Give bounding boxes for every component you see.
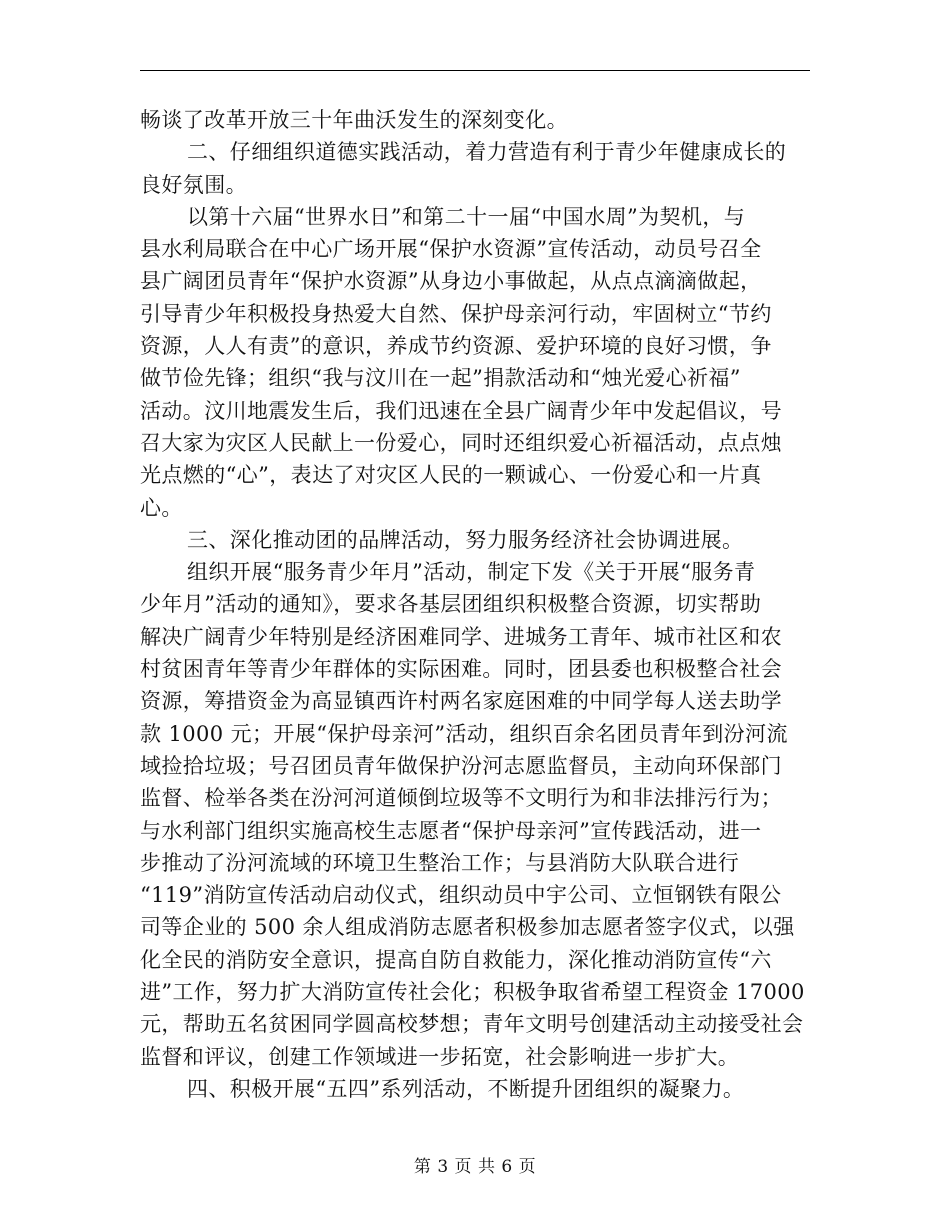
paragraph-line: 良好氛围。 (140, 172, 247, 197)
paragraph-line: 心。 (140, 495, 183, 520)
paragraph-line: 解决广阔青少年特别是经济困难同学、进城务工青年、城市社区和农 (140, 624, 782, 649)
paragraph-line: 监督和评议，创建工作领域进一步拓宽，社会影响进一步扩大。 (140, 1044, 740, 1069)
paragraph-line: 域捡拾垃圾；号召团员青年做保护汾河志愿监督员，主动向环保部门 (140, 753, 782, 778)
paragraph-line: 以第十六届“世界水日”和第二十一届“中国水周”为契机，与 (187, 204, 746, 229)
paragraph-line: 资源，人人有责”的意识，养成节约资源、爱护环境的良好习惯，争 (140, 334, 772, 359)
paragraph-line: 活动。汶川地震发生后，我们迅速在全县广阔青少年中发起倡议，号 (140, 398, 782, 423)
section-heading-3: 三、深化推动团的品牌活动，努力服务经济社会协调进展。 (187, 527, 744, 552)
paragraph-line: 款 1000 元；开展“保护母亲河”活动，组织百余名团员青年到汾河流 (140, 721, 788, 746)
paragraph-line: 化全民的消防安全意识，提高自防自救能力，深化推动消防宣传“六 (140, 947, 772, 972)
paragraph-line: 元，帮助五名贫困同学圆高校梦想；青年文明号创建活动主动接受社会 (140, 1012, 804, 1037)
paragraph-line: 监督、检举各类在汾河河道倾倒垃圾等不文明行为和非法排污行为； (140, 786, 782, 811)
paragraph-line: 畅谈了改革开放三十年曲沃发生的深刻变化。 (140, 108, 568, 132)
paragraph-line: “119”消防宣传活动启动仪式，组织动员中宇公司、立恒钢铁有限公 (140, 883, 782, 908)
section-heading-4: 四、积极开展“五四”系列活动，不断提升团组织的凝聚力。 (187, 1076, 745, 1101)
document-body (140, 104, 810, 1105)
paragraph-line: 资源，筹措资金为高显镇西许村两名家庭困难的中同学每人送去助学 (140, 689, 782, 714)
paragraph-line: 引导青少年积极投身热爱大自然、保护母亲河行动，牢固树立“节约 (140, 301, 772, 326)
paragraph-line: 组织开展“服务青少年月”活动，制定下发《关于开展“服务青 (187, 560, 756, 585)
paragraph-line: 县广阔团员青年“保护水资源”从身边小事做起，从点点滴滴做起， (140, 269, 762, 294)
paragraph-line: 进”工作，努力扩大消防宣传社会化；积极争取省希望工程资金 17000 (140, 980, 805, 1005)
header-rule (140, 70, 810, 71)
paragraph-line: 村贫困青年等青少年群体的实际困难。同时，团县委也积极整合社会 (140, 657, 782, 682)
paragraph-line: 与水利部门组织实施高校生志愿者“保护母亲河”宣传践活动，进一 (140, 818, 762, 843)
page-number-footer: 第 3 页 共 6 页 (413, 1157, 537, 1177)
paragraph-line: 司等企业的 500 余人组成消防志愿者积极参加志愿者签字仪式，以强 (140, 915, 795, 940)
paragraph-line: 县水利局联合在中心广场开展“保护水资源”宣传活动，动员号召全 (140, 237, 762, 262)
paragraph-line: 光点燃的“心”，表达了对灾区人民的一颗诚心、一份爱心和一片真 (140, 463, 762, 488)
paragraph-line: 召大家为灾区人民献上一份爱心，同时还组织爱心祈福活动，点点烛 (140, 430, 782, 455)
section-heading-2: 二、仔细组织道德实践活动，着力营造有利于青少年健康成长的 (187, 140, 787, 165)
paragraph-line: 少年月”活动的通知》，要求各基层团组织积极整合资源，切实帮助 (140, 592, 762, 617)
paragraph-line: 做节俭先锋；组织“我与汶川在一起”捐款活动和“烛光爱心祈福” (140, 366, 741, 391)
paragraph-line: 步推动了汾河流域的环境卫生整治工作；与县消防大队联合进行 (140, 850, 740, 875)
